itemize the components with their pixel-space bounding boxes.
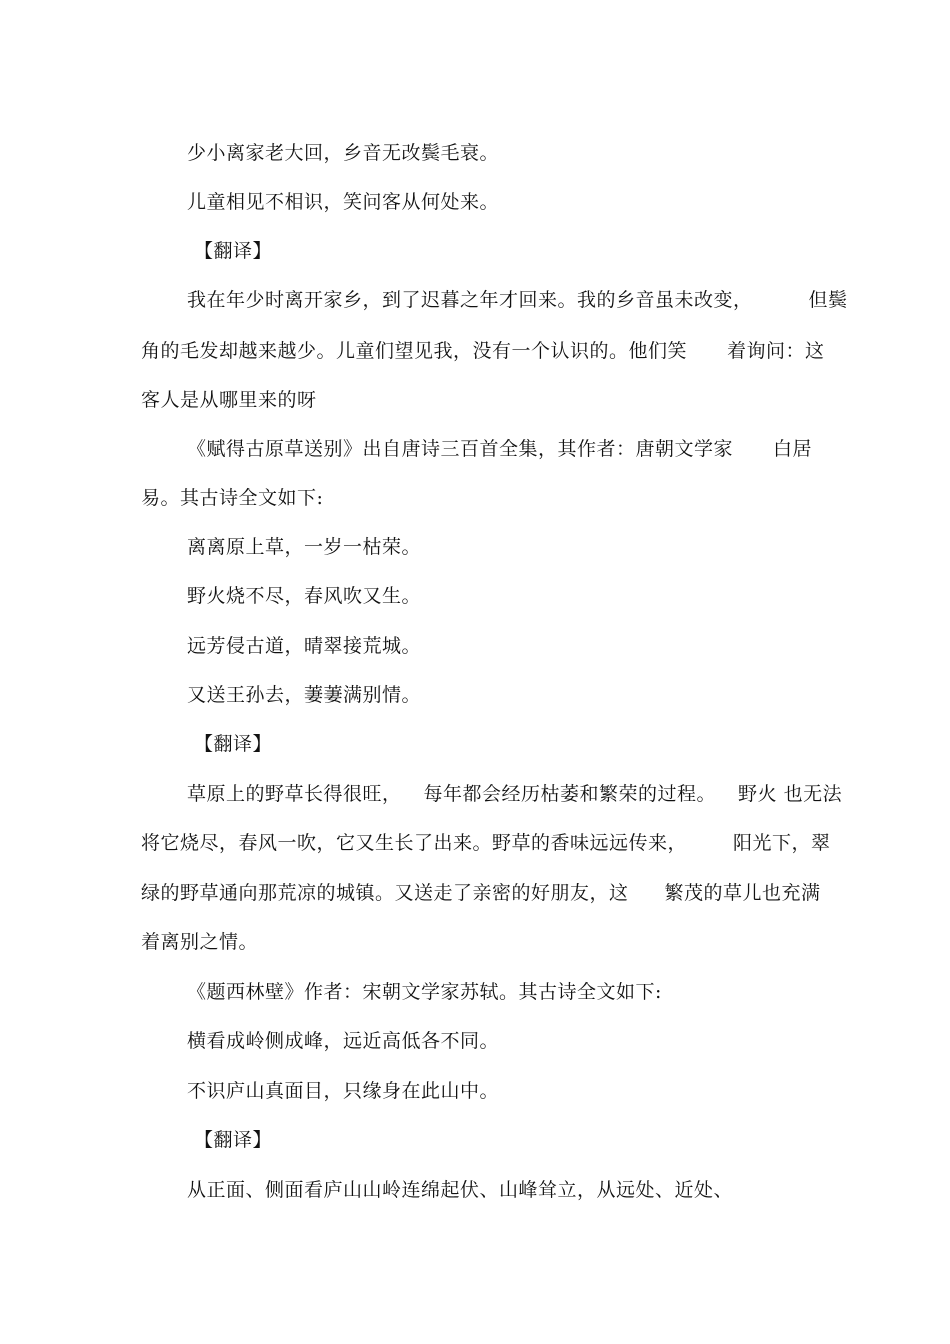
poem2-intro-line-1 bbox=[187, 436, 812, 462]
poem2-translation-line-4: 着离别之情。 bbox=[141, 931, 259, 953]
poem1-translation-line-2b: 着询问：这 bbox=[727, 340, 825, 362]
poem3-intro: 《题西林壁》作者：宋朝文学家苏轼。其古诗全文如下: bbox=[187, 981, 662, 1003]
poem2-translation-line-1a: 草原上的野草长得很旺， bbox=[187, 783, 402, 805]
poem2-line-3: 远芳侵古道，晴翠接荒城。 bbox=[187, 635, 422, 657]
poem2-translation-line-1 bbox=[187, 781, 842, 807]
poem1-line-1: 少小离家老大回，乡音无改鬓毛衰。 bbox=[187, 142, 500, 164]
poem2-line-1: 离离原上草，一岁一枯荣。 bbox=[187, 536, 422, 558]
poem2-translation-line-3a: 绿的野草通向那荒凉的城镇。又送走了亲密的好朋友，这 bbox=[141, 882, 629, 904]
poem2-translation-line-3 bbox=[141, 880, 821, 906]
poem2-translation-line-2 bbox=[141, 830, 831, 856]
poem2-intro-line-1b: 白居 bbox=[773, 438, 813, 460]
poem2-translation-line-1c: 野火 也无法 bbox=[738, 783, 843, 805]
poem2-translation-heading: 【翻译】 bbox=[194, 733, 273, 755]
poem1-line-2: 儿童相见不相识，笑问客从何处来。 bbox=[187, 191, 500, 213]
poem2-translation-line-1b: 每年都会经历枯萎和繁荣的过程。 bbox=[423, 783, 717, 805]
poem3-translation-line-1: 从正面、侧面看庐山山岭连绵起伏、山峰耸立，从远处、近处、 bbox=[187, 1179, 734, 1201]
poem2-translation-line-2a: 将它烧尽，春风一吹，它又生长了出来。野草的香味远远传来， bbox=[141, 832, 688, 854]
poem3-translation-heading: 【翻译】 bbox=[194, 1129, 273, 1151]
poem2-translation-line-3b: 繁茂的草儿也充满 bbox=[664, 882, 821, 904]
poem2-intro-line-1a: 《赋得古原草送别》出自唐诗三百首全集，其作者：唐朝文学家 bbox=[187, 438, 734, 460]
poem1-translation-line-2 bbox=[141, 338, 825, 364]
poem1-translation-line-1a: 我在年少时离开家乡，到了迟暮之年才回来。我的乡音虽未改变， bbox=[187, 289, 753, 311]
poem3-line-1: 横看成岭侧成峰，远近高低各不同。 bbox=[187, 1030, 500, 1052]
poem1-translation-line-3: 客人是从哪里来的呀 bbox=[141, 389, 317, 411]
poem2-line-2: 野火烧不尽，春风吹又生。 bbox=[187, 585, 422, 607]
poem3-line-2: 不识庐山真面目，只缘身在此山中。 bbox=[187, 1080, 500, 1102]
poem2-line-4: 又送王孙去，萋萋满别情。 bbox=[187, 684, 422, 706]
poem2-intro-line-2: 易。其古诗全文如下: bbox=[141, 487, 324, 509]
poem1-translation-line-1b: 但鬓 bbox=[808, 289, 848, 311]
poem2-translation-line-2b: 阳光下，翠 bbox=[733, 832, 831, 854]
poem1-translation-heading: 【翻译】 bbox=[194, 240, 273, 262]
poem1-translation-line-2a: 角的毛发却越来越少。儿童们望见我，没有一个认识的。他们笑 bbox=[141, 340, 688, 362]
poem1-translation-line-1 bbox=[187, 287, 848, 313]
